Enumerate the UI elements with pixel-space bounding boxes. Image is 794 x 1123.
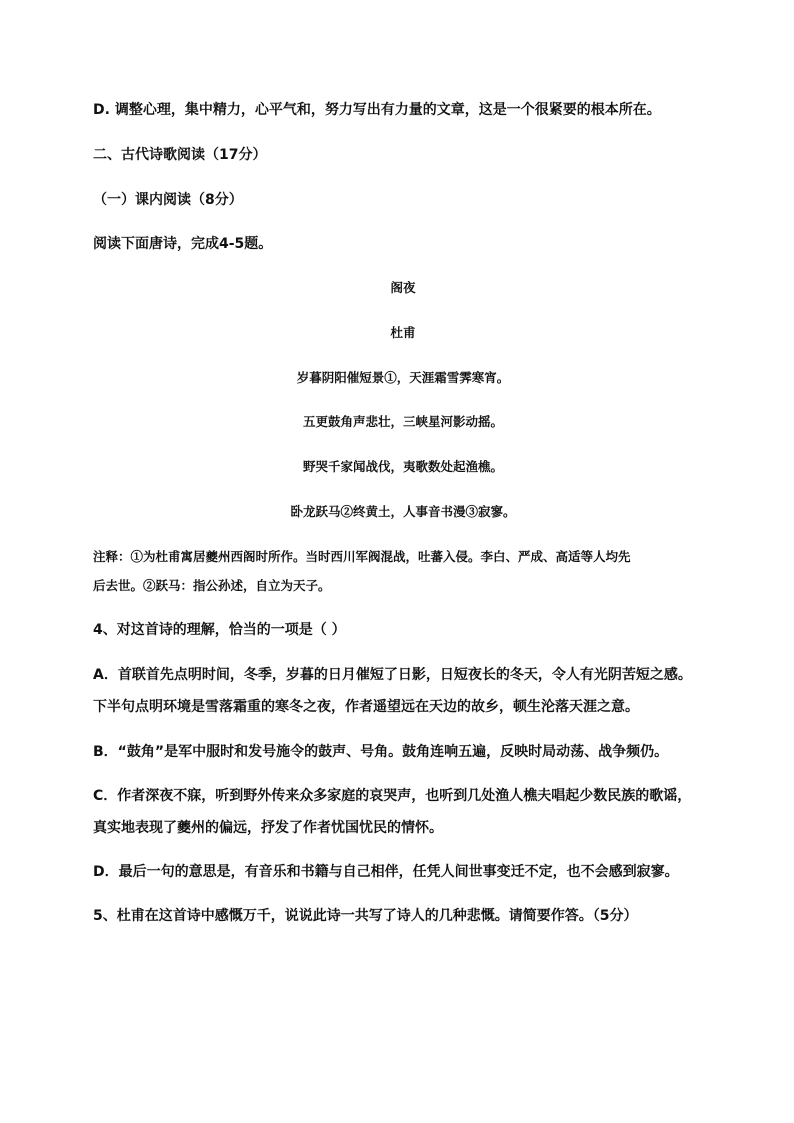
poem-line: 岁暮阴阳催短景①，天涯霜雪霁寒宵。: [296, 370, 510, 385]
poem-line: 卧龙跃马②终黄土，人事音书漫③寂寥。: [290, 504, 516, 519]
option-d-previous: D. 调整心理，集中精力，心平气和，努力写出有力量的文章，这是一个很紧要的根本所在。: [93, 102, 661, 118]
question-4-option-c: C．作者深夜不寐，听到野外传来众多家庭的哀哭声，也听到几处渔人樵夫唱起少数民族的歌谣，: [93, 788, 692, 804]
subsection-title: （一）课内阅读（8分）: [93, 192, 243, 208]
poem-line: 野哭千家闻战伐，夷歌数处起渔樵。: [302, 459, 503, 474]
question-4-option-b: B．“鼓角”是军中服时和发号施令的鼓声、号角。鼓角连响五遍，反映时局动荡、战争频仍。: [93, 744, 669, 760]
poem-author: 杜甫: [390, 325, 416, 340]
question-4-option-a-cont: 下半句点明环境是雪落霜重的寒冬之夜，作者遥望远在天边的故乡，顿生沦落天涯之意。: [93, 699, 639, 715]
question-4-option-a: A．首联首先点明时间，冬季，岁暮的日月催短了日影，日短夜长的冬天，令人有光阴苦短之感。: [93, 667, 692, 683]
poem-note: 后去世。②跃马：指公孙述，自立为天子。: [93, 578, 331, 593]
question-4-option-c-cont: 真实地表现了夔州的偏远，抒发了作者忧国忧民的情怀。: [93, 820, 443, 836]
section-title: 二、古代诗歌阅读（17分）: [93, 147, 267, 163]
question-4-stem: 4、对这首诗的理解，恰当的一项是（ ）: [93, 622, 346, 638]
poem-title: 阁夜: [390, 280, 416, 295]
reading-instruction: 阅读下面唐诗，完成4-5题。: [93, 236, 273, 252]
question-4-option-d: D．最后一句的意思是，有音乐和书籍与自己相伴，任凭人间世事变迁不定，也不会感到寂寥。: [93, 864, 679, 880]
poem-note: 注释：①为杜甫寓居夔州西阁时所作。当时西川军阀混战，吐蕃入侵。李白、严成、高适等人均先: [93, 549, 631, 564]
poem-line: 五更鼓角声悲壮，三峡星河影动摇。: [302, 414, 503, 429]
question-5-stem: 5、杜甫在这首诗中感慨万千，说说此诗一共写了诗人的几种悲慨。请简要作答。（5分）: [93, 908, 638, 924]
